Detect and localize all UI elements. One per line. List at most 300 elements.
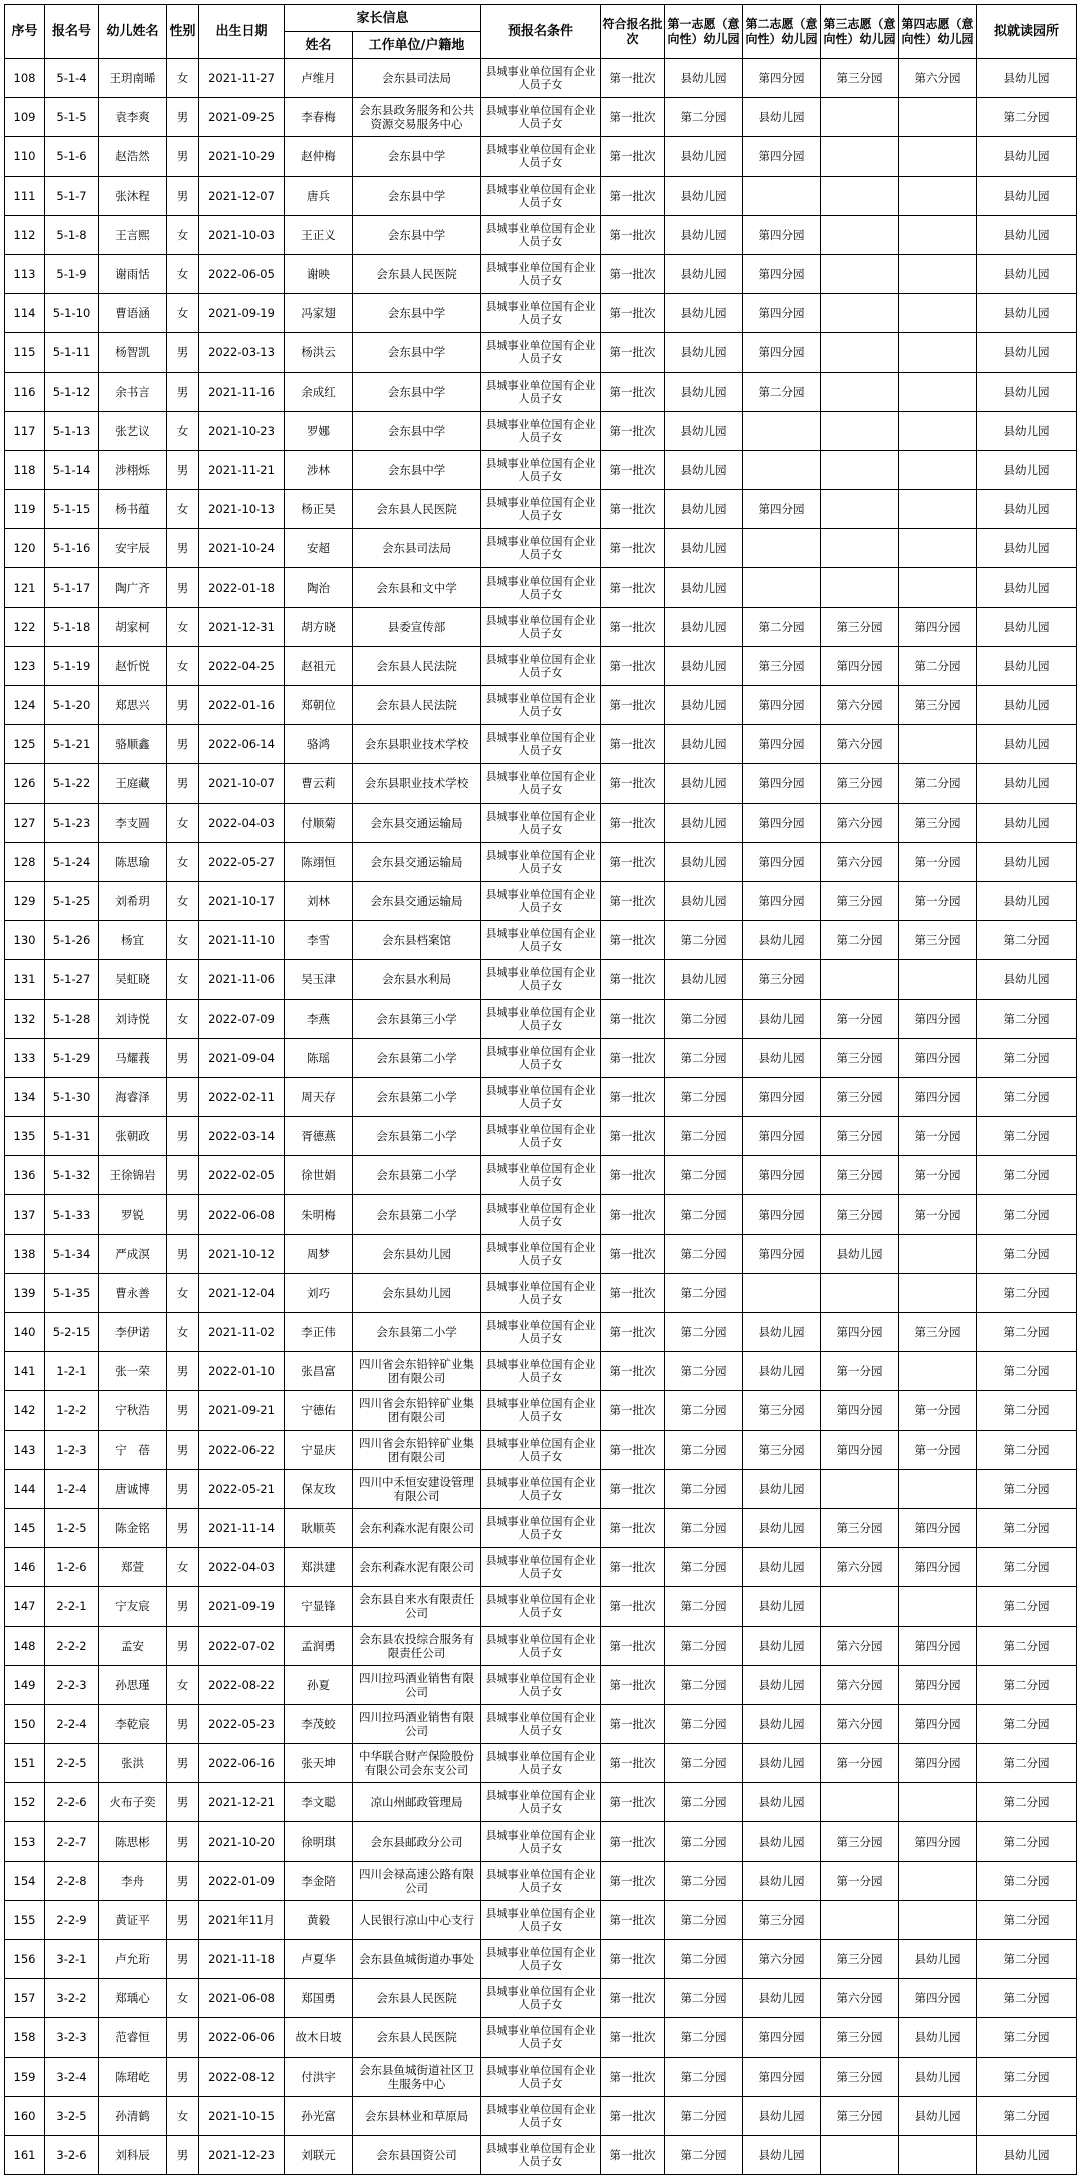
cell-pref4: 第三分园 — [899, 803, 977, 842]
cell-condition: 县城事业单位国有企业人员子女 — [481, 98, 601, 137]
cell-pref3 — [821, 333, 899, 372]
cell-condition: 县城事业单位国有企业人员子女 — [481, 137, 601, 176]
cell-seq: 109 — [5, 98, 45, 137]
cell-parent-name: 徐明琪 — [285, 1822, 353, 1861]
cell-gender: 男 — [167, 1117, 199, 1156]
cell-condition: 县城事业单位国有企业人员子女 — [481, 372, 601, 411]
table-row — [5, 1548, 1077, 1587]
cell-assigned: 县幼儿园 — [977, 803, 1077, 842]
cell-parent-work: 会东县人民法院 — [353, 686, 481, 725]
cell-condition: 县城事业单位国有企业人员子女 — [481, 1508, 601, 1547]
cell-child-name: 赵浩然 — [99, 137, 167, 176]
cell-pref2: 县幼儿园 — [743, 1822, 821, 1861]
cell-batch: 第一批次 — [601, 1626, 665, 1665]
cell-pref4 — [899, 725, 977, 764]
cell-seq: 108 — [5, 59, 45, 98]
cell-parent-work: 会东县中学 — [353, 137, 481, 176]
cell-pref1: 县幼儿园 — [665, 607, 743, 646]
cell-parent-name: 李春梅 — [285, 98, 353, 137]
cell-child-name: 涉栩烁 — [99, 450, 167, 489]
cell-pref3: 第四分园 — [821, 1391, 899, 1430]
cell-condition: 县城事业单位国有企业人员子女 — [481, 921, 601, 960]
cell-parent-name: 郑朝位 — [285, 686, 353, 725]
cell-seq: 118 — [5, 450, 45, 489]
cell-reg-no: 5-1-15 — [45, 490, 99, 529]
cell-pref3: 第三分园 — [821, 2096, 899, 2135]
cell-assigned: 第二分园 — [977, 1430, 1077, 1469]
cell-birth-date: 2021-11-21 — [199, 450, 285, 489]
cell-child-name: 刘希玥 — [99, 881, 167, 920]
cell-batch: 第一批次 — [601, 842, 665, 881]
cell-pref1: 第二分园 — [665, 1861, 743, 1900]
cell-child-name: 宁友宸 — [99, 1587, 167, 1626]
cell-pref1: 县幼儿园 — [665, 490, 743, 529]
cell-condition: 县城事业单位国有企业人员子女 — [481, 1861, 601, 1900]
cell-pref4: 第四分园 — [899, 607, 977, 646]
cell-pref4: 第四分园 — [899, 1822, 977, 1861]
cell-parent-name: 宁德佑 — [285, 1391, 353, 1430]
cell-gender: 男 — [167, 1195, 199, 1234]
cell-reg-no: 2-2-5 — [45, 1744, 99, 1783]
cell-seq: 137 — [5, 1195, 45, 1234]
cell-pref3: 第三分园 — [821, 881, 899, 920]
cell-pref2: 县幼儿园 — [743, 1469, 821, 1508]
cell-child-name: 孙清鹤 — [99, 2096, 167, 2135]
cell-condition: 县城事业单位国有企业人员子女 — [481, 1744, 601, 1783]
cell-reg-no: 5-1-14 — [45, 450, 99, 489]
cell-pref1: 第二分园 — [665, 1430, 743, 1469]
cell-assigned: 第二分园 — [977, 1508, 1077, 1547]
cell-birth-date: 2022-04-03 — [199, 1548, 285, 1587]
cell-pref3 — [821, 1587, 899, 1626]
cell-parent-work: 会东县第二小学 — [353, 1195, 481, 1234]
cell-gender: 女 — [167, 999, 199, 1038]
cell-assigned: 第二分园 — [977, 2057, 1077, 2096]
cell-parent-work: 会东县第二小学 — [353, 1038, 481, 1077]
cell-pref4: 第一分园 — [899, 1117, 977, 1156]
cell-birth-date: 2021-11-18 — [199, 1940, 285, 1979]
cell-birth-date: 2022-08-12 — [199, 2057, 285, 2096]
cell-seq: 155 — [5, 1900, 45, 1939]
header-batch: 符合报名批次 — [601, 5, 665, 59]
cell-batch: 第一批次 — [601, 999, 665, 1038]
cell-assigned: 第二分园 — [977, 1979, 1077, 2018]
cell-pref1: 第二分园 — [665, 1313, 743, 1352]
cell-pref4: 第四分园 — [899, 999, 977, 1038]
cell-gender: 男 — [167, 1508, 199, 1547]
cell-condition: 县城事业单位国有企业人员子女 — [481, 411, 601, 450]
cell-gender: 女 — [167, 411, 199, 450]
cell-parent-work: 会东利森水泥有限公司 — [353, 1548, 481, 1587]
cell-assigned: 第二分园 — [977, 1156, 1077, 1195]
cell-parent-name: 罗娜 — [285, 411, 353, 450]
cell-assigned: 第二分园 — [977, 1234, 1077, 1273]
cell-child-name: 王言熙 — [99, 215, 167, 254]
cell-seq: 138 — [5, 1234, 45, 1273]
cell-parent-work: 四川中禾恒安建设管理有限公司 — [353, 1469, 481, 1508]
cell-pref3: 第六分园 — [821, 686, 899, 725]
cell-reg-no: 5-1-18 — [45, 607, 99, 646]
cell-parent-work: 会东县中学 — [353, 176, 481, 215]
cell-gender: 女 — [167, 1273, 199, 1312]
cell-parent-work: 县委宣传部 — [353, 607, 481, 646]
table-row — [5, 999, 1077, 1038]
table-row — [5, 1156, 1077, 1195]
cell-reg-no: 5-1-30 — [45, 1077, 99, 1116]
cell-assigned: 第二分园 — [977, 2096, 1077, 2135]
cell-child-name: 孙思瑾 — [99, 1665, 167, 1704]
cell-batch: 第一批次 — [601, 764, 665, 803]
cell-gender: 男 — [167, 1352, 199, 1391]
cell-pref1: 县幼儿园 — [665, 215, 743, 254]
cell-birth-date: 2022-06-05 — [199, 254, 285, 293]
cell-birth-date: 2022-05-27 — [199, 842, 285, 881]
cell-reg-no: 5-1-7 — [45, 176, 99, 215]
cell-parent-name: 涉林 — [285, 450, 353, 489]
cell-parent-work: 会东县人民医院 — [353, 1979, 481, 2018]
cell-birth-date: 2022-06-08 — [199, 1195, 285, 1234]
cell-assigned: 第二分园 — [977, 1038, 1077, 1077]
cell-pref4 — [899, 294, 977, 333]
cell-batch: 第一批次 — [601, 1744, 665, 1783]
cell-child-name: 张一荣 — [99, 1352, 167, 1391]
cell-parent-work: 四川拉玛酒业销售有限公司 — [353, 1665, 481, 1704]
cell-birth-date: 2021-10-20 — [199, 1822, 285, 1861]
cell-parent-work: 四川省会东铅锌矿业集团有限公司 — [353, 1391, 481, 1430]
cell-birth-date: 2022-06-14 — [199, 725, 285, 764]
cell-child-name: 刘诗悦 — [99, 999, 167, 1038]
cell-birth-date: 2022-01-18 — [199, 568, 285, 607]
cell-assigned: 县幼儿园 — [977, 411, 1077, 450]
cell-birth-date: 2021-09-19 — [199, 294, 285, 333]
cell-pref3 — [821, 98, 899, 137]
cell-gender: 女 — [167, 254, 199, 293]
cell-pref1: 第二分园 — [665, 1783, 743, 1822]
cell-batch: 第一批次 — [601, 2096, 665, 2135]
cell-assigned: 县幼儿园 — [977, 881, 1077, 920]
cell-batch: 第一批次 — [601, 1704, 665, 1743]
cell-reg-no: 5-1-5 — [45, 98, 99, 137]
cell-pref3 — [821, 1900, 899, 1939]
cell-parent-work: 会东县职业技术学校 — [353, 764, 481, 803]
table-row — [5, 646, 1077, 685]
cell-assigned: 第二分园 — [977, 1313, 1077, 1352]
cell-birth-date: 2021-10-23 — [199, 411, 285, 450]
cell-seq: 122 — [5, 607, 45, 646]
cell-parent-name: 王正义 — [285, 215, 353, 254]
cell-seq: 140 — [5, 1313, 45, 1352]
cell-pref1: 第二分园 — [665, 1744, 743, 1783]
cell-seq: 120 — [5, 529, 45, 568]
cell-pref3 — [821, 176, 899, 215]
cell-seq: 154 — [5, 1861, 45, 1900]
cell-condition: 县城事业单位国有企业人员子女 — [481, 646, 601, 685]
cell-pref1: 县幼儿园 — [665, 372, 743, 411]
cell-seq: 130 — [5, 921, 45, 960]
cell-pref4 — [899, 215, 977, 254]
cell-pref1: 第二分园 — [665, 2018, 743, 2057]
cell-batch: 第一批次 — [601, 529, 665, 568]
header-pref3: 第三志愿（意向性）幼儿园 — [821, 5, 899, 59]
cell-seq: 141 — [5, 1352, 45, 1391]
cell-pref4 — [899, 490, 977, 529]
cell-gender: 女 — [167, 960, 199, 999]
table-row — [5, 2057, 1077, 2096]
cell-assigned: 县幼儿园 — [977, 960, 1077, 999]
cell-assigned: 第二分园 — [977, 2018, 1077, 2057]
cell-batch: 第一批次 — [601, 215, 665, 254]
cell-birth-date: 2021-11-27 — [199, 59, 285, 98]
cell-condition: 县城事业单位国有企业人员子女 — [481, 1430, 601, 1469]
cell-assigned: 第二分园 — [977, 1469, 1077, 1508]
cell-batch: 第一批次 — [601, 1117, 665, 1156]
cell-condition: 县城事业单位国有企业人员子女 — [481, 2096, 601, 2135]
cell-pref4 — [899, 1234, 977, 1273]
cell-seq: 136 — [5, 1156, 45, 1195]
cell-child-name: 陈思彬 — [99, 1822, 167, 1861]
cell-seq: 143 — [5, 1430, 45, 1469]
cell-pref3 — [821, 529, 899, 568]
cell-pref2: 第四分园 — [743, 881, 821, 920]
cell-parent-name: 耿顺英 — [285, 1508, 353, 1547]
cell-child-name: 郑瑀心 — [99, 1979, 167, 2018]
cell-parent-name: 李金陪 — [285, 1861, 353, 1900]
cell-pref2: 第四分园 — [743, 686, 821, 725]
cell-pref2: 县幼儿园 — [743, 1744, 821, 1783]
cell-parent-name: 宁显庆 — [285, 1430, 353, 1469]
cell-seq: 128 — [5, 842, 45, 881]
cell-assigned: 县幼儿园 — [977, 764, 1077, 803]
cell-reg-no: 1-2-1 — [45, 1352, 99, 1391]
cell-pref4 — [899, 176, 977, 215]
table-row — [5, 960, 1077, 999]
cell-pref2: 县幼儿园 — [743, 1665, 821, 1704]
cell-condition: 县城事业单位国有企业人员子女 — [481, 1156, 601, 1195]
cell-pref1: 县幼儿园 — [665, 333, 743, 372]
cell-batch: 第一批次 — [601, 254, 665, 293]
cell-seq: 126 — [5, 764, 45, 803]
cell-batch: 第一批次 — [601, 1195, 665, 1234]
cell-birth-date: 2022-03-13 — [199, 333, 285, 372]
cell-child-name: 袁李爽 — [99, 98, 167, 137]
cell-birth-date: 2021年11月 — [199, 1900, 285, 1939]
cell-birth-date: 2021-12-31 — [199, 607, 285, 646]
cell-condition: 县城事业单位国有企业人员子女 — [481, 568, 601, 607]
cell-assigned: 县幼儿园 — [977, 607, 1077, 646]
cell-assigned: 第二分园 — [977, 1273, 1077, 1312]
cell-seq: 111 — [5, 176, 45, 215]
cell-pref1: 县幼儿园 — [665, 450, 743, 489]
table-row — [5, 1822, 1077, 1861]
cell-child-name: 唐诚博 — [99, 1469, 167, 1508]
cell-pref3 — [821, 254, 899, 293]
cell-gender: 男 — [167, 686, 199, 725]
cell-parent-name: 卢夏华 — [285, 1940, 353, 1979]
cell-parent-work: 四川拉玛酒业销售有限公司 — [353, 1704, 481, 1743]
cell-reg-no: 1-2-6 — [45, 1548, 99, 1587]
cell-birth-date: 2021-09-04 — [199, 1038, 285, 1077]
cell-birth-date: 2021-11-10 — [199, 921, 285, 960]
cell-pref2: 县幼儿园 — [743, 1979, 821, 2018]
cell-gender: 男 — [167, 1861, 199, 1900]
cell-reg-no: 1-2-2 — [45, 1391, 99, 1430]
cell-seq: 123 — [5, 646, 45, 685]
cell-pref2: 第四分园 — [743, 1117, 821, 1156]
cell-gender: 女 — [167, 1665, 199, 1704]
cell-parent-name: 李正伟 — [285, 1313, 353, 1352]
cell-assigned: 县幼儿园 — [977, 215, 1077, 254]
cell-seq: 110 — [5, 137, 45, 176]
cell-gender: 女 — [167, 921, 199, 960]
cell-birth-date: 2022-05-21 — [199, 1469, 285, 1508]
cell-pref2: 县幼儿园 — [743, 1313, 821, 1352]
cell-pref1: 县幼儿园 — [665, 568, 743, 607]
table-row — [5, 1195, 1077, 1234]
cell-pref4: 第一分园 — [899, 842, 977, 881]
cell-pref3 — [821, 1783, 899, 1822]
header-child-name: 幼儿姓名 — [99, 5, 167, 59]
cell-parent-work: 会东县中学 — [353, 372, 481, 411]
cell-parent-name: 刘联元 — [285, 2135, 353, 2174]
cell-child-name: 海睿泽 — [99, 1077, 167, 1116]
cell-birth-date: 2022-02-05 — [199, 1156, 285, 1195]
table-row — [5, 1783, 1077, 1822]
cell-pref2: 第二分园 — [743, 607, 821, 646]
table-row — [5, 450, 1077, 489]
cell-reg-no: 5-1-28 — [45, 999, 99, 1038]
cell-reg-no: 2-2-2 — [45, 1626, 99, 1665]
cell-parent-name: 唐兵 — [285, 176, 353, 215]
cell-gender: 女 — [167, 842, 199, 881]
cell-pref1: 县幼儿园 — [665, 686, 743, 725]
header-pref1: 第一志愿（意向性）幼儿园 — [665, 5, 743, 59]
cell-gender: 女 — [167, 215, 199, 254]
cell-seq: 116 — [5, 372, 45, 411]
cell-assigned: 第二分园 — [977, 921, 1077, 960]
cell-pref4 — [899, 1861, 977, 1900]
cell-seq: 114 — [5, 294, 45, 333]
cell-pref1: 第二分园 — [665, 2057, 743, 2096]
cell-birth-date: 2021-10-07 — [199, 764, 285, 803]
cell-pref1: 第二分园 — [665, 1940, 743, 1979]
cell-batch: 第一批次 — [601, 98, 665, 137]
cell-child-name: 吴虹晓 — [99, 960, 167, 999]
cell-batch: 第一批次 — [601, 568, 665, 607]
cell-assigned: 县幼儿园 — [977, 450, 1077, 489]
cell-pref2: 县幼儿园 — [743, 1587, 821, 1626]
cell-pref1: 县幼儿园 — [665, 176, 743, 215]
cell-parent-work: 会东县中学 — [353, 411, 481, 450]
cell-gender: 男 — [167, 98, 199, 137]
cell-batch: 第一批次 — [601, 1548, 665, 1587]
cell-pref4: 第二分园 — [899, 646, 977, 685]
cell-pref4: 第四分园 — [899, 1038, 977, 1077]
cell-birth-date: 2022-07-09 — [199, 999, 285, 1038]
cell-parent-name: 杨洪云 — [285, 333, 353, 372]
cell-assigned: 第二分园 — [977, 98, 1077, 137]
cell-pref1: 第二分园 — [665, 1038, 743, 1077]
cell-parent-work: 会东县人民法院 — [353, 646, 481, 685]
cell-assigned: 第二分园 — [977, 1391, 1077, 1430]
cell-parent-name: 宁显锋 — [285, 1587, 353, 1626]
cell-assigned: 第二分园 — [977, 1744, 1077, 1783]
cell-parent-name: 黄毅 — [285, 1900, 353, 1939]
header-pref2: 第二志愿（意向性）幼儿园 — [743, 5, 821, 59]
cell-reg-no: 1-2-4 — [45, 1469, 99, 1508]
cell-pref3 — [821, 1469, 899, 1508]
cell-batch: 第一批次 — [601, 1900, 665, 1939]
cell-pref1: 第二分园 — [665, 1117, 743, 1156]
cell-parent-work: 会东县自来水有限责任公司 — [353, 1587, 481, 1626]
cell-reg-no: 5-1-16 — [45, 529, 99, 568]
cell-pref1: 第二分园 — [665, 1273, 743, 1312]
cell-assigned: 县幼儿园 — [977, 490, 1077, 529]
cell-pref1: 县幼儿园 — [665, 881, 743, 920]
cell-reg-no: 3-2-3 — [45, 2018, 99, 2057]
cell-pref3 — [821, 568, 899, 607]
cell-assigned: 县幼儿园 — [977, 372, 1077, 411]
cell-parent-work: 会东利森水泥有限公司 — [353, 1508, 481, 1547]
cell-gender: 女 — [167, 490, 199, 529]
cell-pref2: 第四分园 — [743, 254, 821, 293]
table-row — [5, 254, 1077, 293]
cell-pref4: 县幼儿园 — [899, 2096, 977, 2135]
cell-assigned: 县幼儿园 — [977, 333, 1077, 372]
cell-gender: 男 — [167, 529, 199, 568]
cell-child-name: 杨宜 — [99, 921, 167, 960]
cell-seq: 151 — [5, 1744, 45, 1783]
cell-pref4: 第三分园 — [899, 1313, 977, 1352]
cell-birth-date: 2021-10-03 — [199, 215, 285, 254]
cell-parent-name: 张天坤 — [285, 1744, 353, 1783]
cell-birth-date: 2022-04-25 — [199, 646, 285, 685]
cell-pref2: 第四分园 — [743, 803, 821, 842]
cell-assigned: 县幼儿园 — [977, 646, 1077, 685]
cell-assigned: 县幼儿园 — [977, 842, 1077, 881]
cell-pref3: 第六分园 — [821, 842, 899, 881]
cell-gender: 男 — [167, 1626, 199, 1665]
cell-pref1: 县幼儿园 — [665, 725, 743, 764]
cell-gender: 女 — [167, 1313, 199, 1352]
cell-pref4: 第四分园 — [899, 1979, 977, 2018]
table-row — [5, 568, 1077, 607]
cell-pref2: 第四分园 — [743, 2018, 821, 2057]
cell-pref2: 县幼儿园 — [743, 98, 821, 137]
cell-condition: 县城事业单位国有企业人员子女 — [481, 686, 601, 725]
cell-batch: 第一批次 — [601, 59, 665, 98]
cell-condition: 县城事业单位国有企业人员子女 — [481, 529, 601, 568]
cell-seq: 121 — [5, 568, 45, 607]
cell-batch: 第一批次 — [601, 1469, 665, 1508]
cell-batch: 第一批次 — [601, 881, 665, 920]
cell-pref2: 县幼儿园 — [743, 1038, 821, 1077]
header-parent-name: 姓名 — [285, 32, 353, 59]
cell-birth-date: 2022-06-16 — [199, 1744, 285, 1783]
cell-birth-date: 2022-06-22 — [199, 1430, 285, 1469]
cell-condition: 县城事业单位国有企业人员子女 — [481, 1587, 601, 1626]
cell-condition: 县城事业单位国有企业人员子女 — [481, 59, 601, 98]
cell-parent-name: 周梦 — [285, 1234, 353, 1273]
cell-birth-date: 2021-11-02 — [199, 1313, 285, 1352]
cell-child-name: 陈金铭 — [99, 1508, 167, 1547]
cell-reg-no: 5-1-34 — [45, 1234, 99, 1273]
cell-parent-name: 孙夏 — [285, 1665, 353, 1704]
cell-pref2: 县幼儿园 — [743, 1861, 821, 1900]
cell-pref1: 县幼儿园 — [665, 294, 743, 333]
cell-pref2: 县幼儿园 — [743, 2096, 821, 2135]
cell-batch: 第一批次 — [601, 646, 665, 685]
cell-reg-no: 3-2-4 — [45, 2057, 99, 2096]
